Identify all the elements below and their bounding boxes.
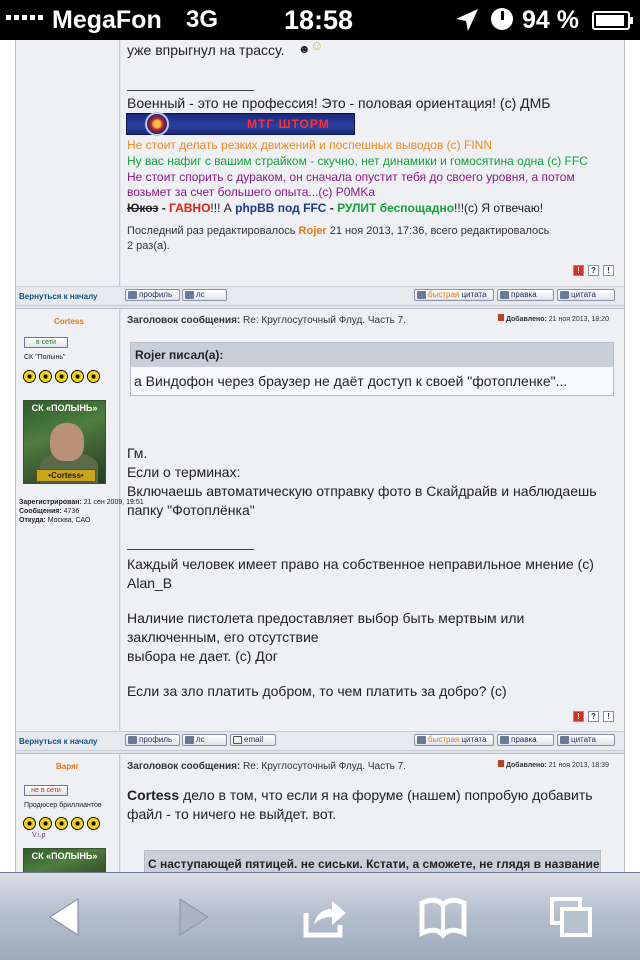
quick-quote-icon [417, 291, 426, 299]
post-text-line [127, 785, 593, 806]
info-icon[interactable]: ? [588, 711, 599, 722]
forum-page[interactable] [0, 40, 640, 872]
emoji-icon: ☺ [310, 40, 324, 53]
edit-icon [500, 291, 509, 299]
email-icon [233, 736, 242, 744]
warn-icon[interactable]: ! [603, 265, 614, 276]
post-date [498, 314, 609, 323]
quote-block [130, 342, 614, 396]
quote-button[interactable] [557, 289, 615, 301]
quote-author: Rojer писал(а): [131, 343, 613, 367]
post-author-link[interactable]: Cortess [54, 317, 84, 326]
email-button[interactable] [230, 734, 276, 746]
signature-line: Каждый человек имеет право на собственное неправильное мнение (с) [127, 556, 594, 572]
pm-button[interactable] [182, 289, 227, 301]
radiation-icon [23, 817, 36, 830]
pm-label: лс [196, 735, 205, 744]
quote-icon [560, 291, 569, 299]
profile-button[interactable] [125, 289, 180, 301]
online-status-badge: в сети [24, 337, 68, 348]
edited-prefix: Последний раз редактировалось [127, 225, 296, 237]
battery-icon [592, 11, 630, 30]
back-to-top-link[interactable]: Вернуться к началу [19, 737, 98, 746]
quote-icon [560, 736, 569, 744]
profile-label: профиль [139, 735, 173, 744]
post-text-line: уже впрыгнул на трассу. [127, 42, 285, 58]
avatar-caption: СК «ПОЛЫНЬ» [31, 403, 98, 413]
post-date [498, 760, 609, 769]
phpbb-text: phpBB под FFC [235, 201, 327, 215]
bookmarks-icon[interactable] [418, 895, 468, 939]
text: - [158, 201, 170, 215]
status-time: 18:58 [284, 5, 354, 35]
avatar-caption: СК «ПОЛЫНЬ» [31, 851, 98, 861]
quote-label: цитата [571, 290, 596, 299]
offline-status-badge: не в сети [24, 785, 68, 796]
radiation-icon [55, 817, 68, 830]
radiation-icon [87, 817, 100, 830]
radiation-icon [71, 370, 84, 383]
registered-label: Зарегистрирован: [19, 499, 82, 506]
location-arrow-icon [454, 7, 480, 33]
report-icon[interactable]: ! [573, 711, 584, 722]
radiation-icon [39, 370, 52, 383]
edit-button[interactable] [497, 289, 554, 301]
team-logo-icon [145, 112, 169, 136]
post-date-label: Добавлено: [505, 762, 547, 769]
radiation-icon [71, 817, 84, 830]
post-title-label: Заголовок сообщения: [127, 315, 241, 326]
quick-quote-button[interactable] [414, 289, 494, 301]
signature-line-orange: Не стоит делать резких движений и поспешных выводов (с) FINN [127, 138, 492, 152]
post1-author-column [16, 40, 120, 286]
profile-button[interactable] [125, 734, 180, 746]
mentioned-user: Cortess [127, 787, 180, 803]
post-date-label: Добавлено: [505, 316, 547, 323]
edited-count: 2 раз(а). [127, 240, 170, 252]
rank-icons [23, 370, 100, 383]
post-text-line: Гм. [127, 445, 148, 461]
signature-line-green: Ну вас нафиг с вашим страйком - скучно, нет динамики и гомосятина одна (с) FFC [127, 154, 588, 168]
carrier-name: MegaFon [52, 6, 162, 34]
info-icon[interactable]: ? [588, 265, 599, 276]
browser-toolbar [0, 872, 640, 960]
edit-button[interactable] [497, 734, 554, 746]
edited-note [127, 225, 549, 237]
post-title-value: Re: Круглосуточный Флуд. Часть 7. [243, 761, 406, 772]
signal-icon [6, 15, 43, 20]
signature-line: Если за зло платить добром, то чем платить за добро? (с) [127, 683, 507, 699]
banner-text: МТГ ШТОРМ [247, 117, 330, 131]
rank-icons [23, 817, 100, 830]
strike-text: Юкоз [127, 201, 159, 215]
post-text-line: Включаешь автоматическую отправку фото в Скайдрайв и наблюдаешь [127, 483, 597, 499]
red-text: ГАВНО [169, 201, 211, 215]
quote-text: а Виндофон через браузер не даёт доступ к своей "фотопленке"... [134, 373, 568, 389]
avatar [23, 400, 106, 484]
post-author-link[interactable]: Варяг [56, 762, 80, 771]
forward-arrow-icon[interactable] [170, 895, 214, 939]
pm-icon [185, 291, 194, 299]
signature-separator [127, 549, 254, 550]
posts-label: Сообщения: [19, 508, 62, 515]
report-icon[interactable]: ! [573, 265, 584, 276]
text: - [326, 201, 338, 215]
signature-line-purple: Не стоит спорить с дураком, он сначала опустит тебя до своего уровня, а потом [127, 170, 575, 184]
edit-icon [500, 736, 509, 744]
quick-quote-button[interactable] [414, 734, 494, 746]
post-text: дело в том, что если я на форуме (нашем) попробую добавить [183, 787, 593, 803]
tabs-icon[interactable] [546, 895, 596, 939]
pm-label: лс [196, 290, 205, 299]
radiation-icon [39, 817, 52, 830]
profile-label: профиль [139, 290, 173, 299]
back-arrow-icon[interactable] [44, 895, 88, 939]
share-icon[interactable] [300, 895, 350, 939]
smiley-icon: ☻ [298, 42, 311, 56]
registered-value: 21 сен 2009, 19:51 [83, 499, 144, 506]
edited-suffix: 21 ноя 2013, 17:36, всего редактировалось [329, 225, 550, 237]
edit-label: правка [511, 735, 537, 744]
email-label: email [244, 735, 264, 744]
posts-value: 4736 [63, 508, 80, 515]
quick-quote-icon [417, 736, 426, 744]
quote-word-label: цитата [461, 290, 487, 299]
profile-icon [128, 736, 137, 744]
signature-line: выбора не дает. (с) Дог [127, 648, 278, 664]
radiation-icon [23, 370, 36, 383]
signature-line: Наличие пистолета предоставляет выбор быть мертвым или [127, 610, 525, 626]
edited-user-link[interactable]: Rojer [298, 225, 327, 237]
user-info [19, 498, 144, 525]
signature-line: заключенным, его отсутствие [127, 629, 319, 645]
profile-icon [128, 291, 137, 299]
avatar-tag: •Cortess• [36, 469, 96, 482]
radiation-icon [55, 370, 68, 383]
post-date-value: 21 ноя 2013, 18:39 [548, 762, 609, 769]
post-title-label: Заголовок сообщения: [127, 761, 241, 772]
team-banner [126, 113, 355, 135]
quote-label: цитата [571, 735, 596, 744]
status-bar [0, 0, 640, 40]
pm-button[interactable] [182, 734, 227, 746]
signature-last-line [127, 198, 543, 219]
network-type: 3G [186, 6, 219, 33]
post-date-value: 21 ноя 2013, 18:20 [548, 316, 609, 323]
signature-quote: Военный - это не профессия! Это - половая ориентация! (с) ДМБ [127, 95, 551, 111]
edit-label: правка [511, 290, 537, 299]
text: !!! А [210, 201, 236, 215]
quick-label: быстрая [428, 290, 460, 299]
signature-line: Alan_B [127, 575, 173, 591]
green-text: РУЛИТ беспощадно [337, 201, 455, 215]
quote-block: С наступающей пятицей. не сиськи. Кстати, а сможете, не глядя в название [144, 850, 601, 872]
battery-percent: 94 % [522, 6, 579, 34]
post-icon[interactable] [498, 314, 504, 321]
user-rank: СК "Полынь" [24, 354, 66, 361]
post-icon[interactable] [498, 760, 504, 767]
quote-word-label: цитата [461, 735, 487, 744]
from-label: Откуда: [19, 517, 46, 524]
signature-line-purple: возьмет за счет большего опыта...(с) P0MKa [127, 185, 376, 199]
radiation-icon [87, 370, 100, 383]
user-rank: Продюсер бриллиантов [24, 802, 102, 809]
warn-icon[interactable]: ! [603, 711, 614, 722]
post-title-value: Re: Круглосуточный Флуд. Часть 7. [243, 315, 406, 326]
from-value: Москва, САО [47, 517, 91, 524]
quick-label: быстрая [428, 735, 460, 744]
post-text-line: Если о терминах: [127, 464, 241, 480]
signature-separator [127, 90, 254, 91]
user-rank-sub: V.i.p [32, 832, 46, 839]
post-title [127, 315, 406, 326]
quote-button[interactable] [557, 734, 615, 746]
avatar [23, 848, 106, 872]
post-text-line: файл - то ничего не выйдет. вот. [127, 806, 337, 822]
post-text-line: папку "Фотоплёнка" [127, 502, 255, 518]
pm-icon [185, 736, 194, 744]
post-title [127, 761, 406, 772]
back-to-top-link[interactable]: Вернуться к началу [19, 292, 98, 301]
text: !!!(с) Я отвечаю! [454, 201, 544, 215]
clock-icon [491, 8, 513, 30]
